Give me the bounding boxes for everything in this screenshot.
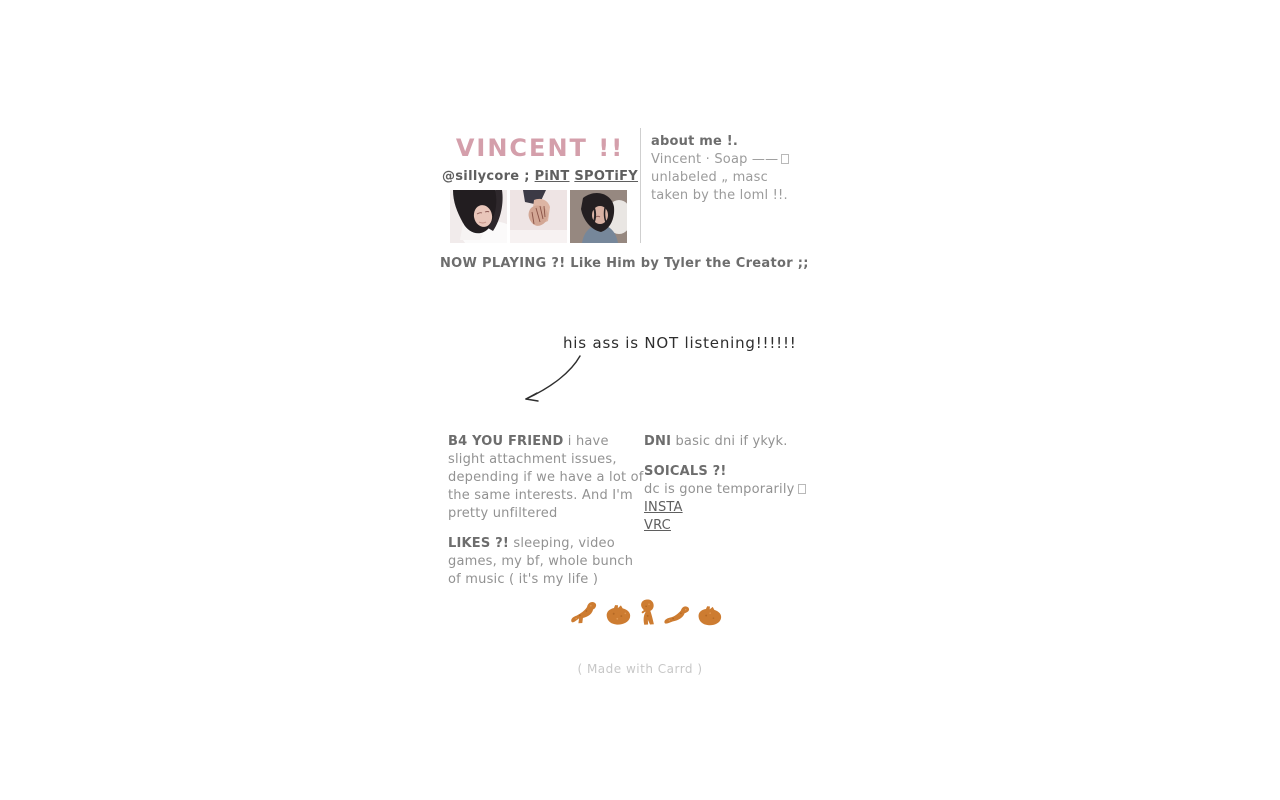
- about-line-3: taken by the loml !!.: [651, 188, 788, 203]
- header-image-gallery: [450, 190, 630, 243]
- vrc-link[interactable]: VRC: [644, 518, 671, 533]
- spotify-link[interactable]: SPOTiFY: [574, 169, 639, 184]
- missing-glyph-box: [798, 484, 806, 494]
- dino-nuggets-row: [568, 597, 713, 633]
- insta-link[interactable]: INSTA: [644, 500, 683, 515]
- right-column: [644, 433, 830, 535]
- header-image-3: [570, 190, 627, 243]
- made-with-carrd-footer: ( Made with Carrd ): [577, 662, 703, 676]
- hand-drawn-arrow-icon: [516, 352, 588, 412]
- handle-row: [430, 169, 650, 184]
- b4-you-friend-label: B4 YOU FRIEND: [448, 434, 564, 449]
- header-image-2: [510, 190, 567, 243]
- pint-link[interactable]: PiNT: [534, 169, 570, 184]
- dni-paragraph: [644, 433, 830, 451]
- about-section: [651, 133, 811, 205]
- b4-you-friend-text: i have slight attachment issues, depending if we have a lot of the same interests. And I'm pretty unfiltered: [448, 434, 644, 521]
- likes-text: sleeping, video games, my bf, whole bunch of music ( it's my life ): [448, 536, 634, 587]
- dni-text: basic dni if ykyk.: [675, 434, 788, 449]
- dino-nugget-icon: [634, 597, 661, 633]
- missing-glyph-box: [781, 154, 789, 164]
- likes-paragraph: [448, 535, 644, 589]
- dni-label: DNI: [644, 434, 672, 449]
- note-text: his ass is NOT listening!!!!!!: [563, 334, 797, 352]
- about-line-2: unlabeled „ masc: [651, 170, 768, 185]
- left-column: [448, 433, 644, 601]
- about-line-1: Vincent · Soap ——: [651, 151, 811, 169]
- insta-link-row: [644, 499, 830, 517]
- about-heading: about me !.: [651, 134, 738, 149]
- dino-nugget-icon: [695, 601, 725, 633]
- header-image-1: [450, 190, 507, 243]
- dino-nugget-icon: [661, 599, 695, 633]
- header-divider: [640, 128, 641, 243]
- vrc-link-row: [644, 517, 830, 535]
- dino-nugget-icon: [603, 599, 634, 633]
- socials-dc-line: dc is gone temporarily: [644, 481, 830, 499]
- likes-label: LIKES ?!: [448, 536, 510, 551]
- page-title: VINCENT !!: [455, 134, 625, 162]
- dino-nugget-icon: [568, 597, 603, 633]
- b4-you-friend-paragraph: [448, 433, 644, 523]
- now-playing-text: NOW PLAYING ?! Like Him by Tyler the Creator ;;: [440, 256, 809, 271]
- socials-label: SOICALS ?!: [644, 464, 727, 479]
- handle-text: @sillycore ;: [441, 169, 535, 184]
